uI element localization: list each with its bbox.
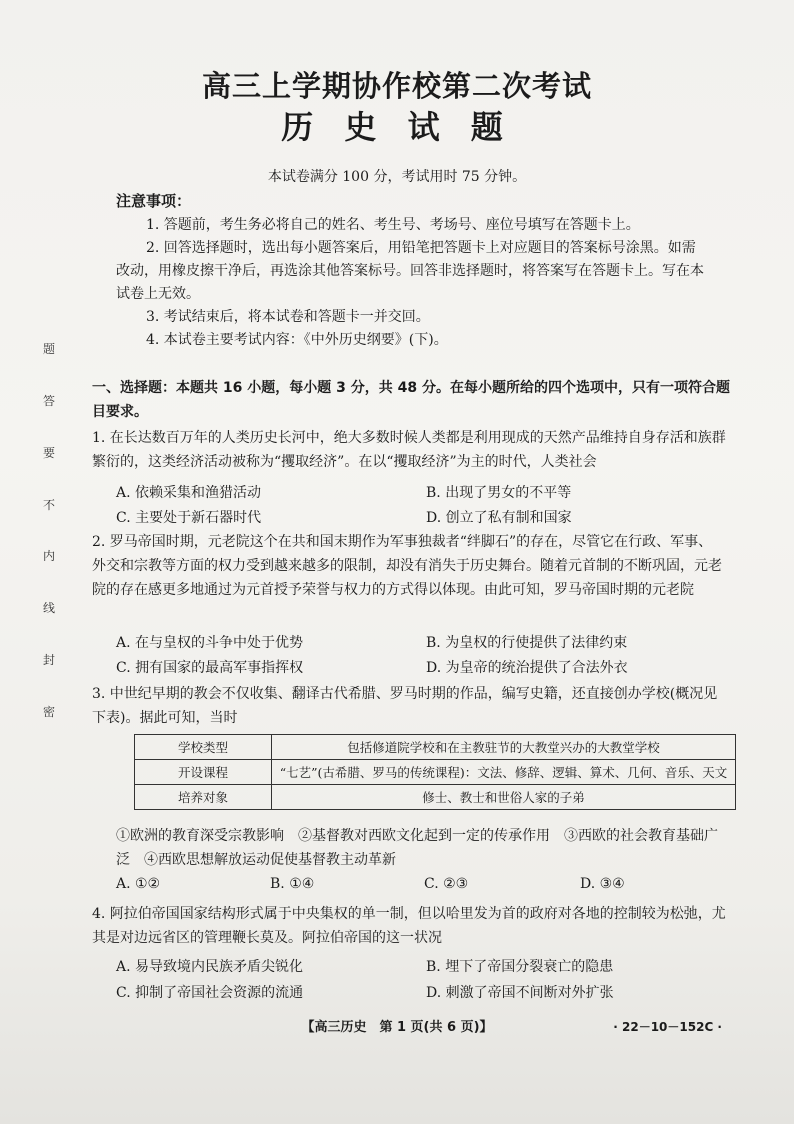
school-table xyxy=(134,734,736,810)
question-4-stem: 4. 阿拉伯帝国国家结构形式属于中央集权的单一制，但以哈里发为首的政府对各地的控制较为松弛，尤其是对边远省区的管理鞭长莫及。阿拉伯帝国的这一状况 xyxy=(92,906,726,946)
question-3-option-a: A. ①② xyxy=(116,876,161,892)
table-row xyxy=(135,735,736,760)
exam-info: 本试卷满分 100 分，考试用时 75 分钟。 xyxy=(267,169,527,185)
binding-char: 要 xyxy=(42,445,55,460)
table-row xyxy=(135,785,736,810)
question-3-statements: ①欧洲的教育深受宗教影响 ②基督教对西欧文化起到一定的传承作用 ③西欧的社会教育基础广泛 ④西欧思想解放运动促使基督教主动革新 xyxy=(116,828,718,868)
table-cell: 包括修道院学校和在主教驻节的大教堂兴办的大教堂学校 xyxy=(272,735,736,760)
binding-char: 答 xyxy=(42,393,55,408)
question-2-option-c: C. 拥有国家的最高军事指挥权 xyxy=(116,660,304,676)
exam-code: · 22－10－152C · xyxy=(613,1020,722,1034)
question-1-option-a: A. 依赖采集和渔猎活动 xyxy=(116,485,262,501)
table-cell: 学校类型 xyxy=(135,735,272,760)
notes-heading: 注意事项： xyxy=(116,192,192,210)
question-4-option-b: B. 埋下了帝国分裂衰亡的隐患 xyxy=(426,959,614,975)
binding-char: 封 xyxy=(42,653,55,668)
binding-char: 题 xyxy=(42,342,55,356)
note-item-2: 2. 回答选择题时，选出每小题答案后，用铅笔把答题卡上对应题目的答案标号涂黑。如需改动，用橡皮擦干净后，再选涂其他答案标号。回答非选择题时，将答案写在答题卡上。写在本试卷上无效。 xyxy=(116,240,704,302)
section-title: 一、选择题：本题共 16 小题，每小题 3 分，共 48 分。在每小题所给的四个选项中，只有一项符合题目要求。 xyxy=(92,380,730,420)
question-2-option-d: D. 为皇帝的统治提供了合法外衣 xyxy=(426,660,628,676)
page-footer: 【高三历史 第 1 页(共 6 页)】 xyxy=(301,1020,493,1035)
note-item-4: 4. 本试卷主要考试内容：《中外历史纲要》(下)。 xyxy=(146,332,448,348)
note-item-1: 1. 答题前，考生务必将自己的姓名、考生号、考场号、座位号填写在答题卡上。 xyxy=(146,217,640,233)
question-3-option-b: B. ①④ xyxy=(270,876,315,892)
exam-title: 高三上学期协作校第二次考试 xyxy=(201,69,592,103)
question-2-option-b: B. 为皇权的行使提供了法律约束 xyxy=(426,635,628,651)
subject-title: 历 史 试 题 xyxy=(281,108,513,146)
question-1-option-c: C. 主要处于新石器时代 xyxy=(116,510,262,526)
table-cell: 开设课程 xyxy=(135,760,272,785)
table-cell: “七艺”(古希腊、罗马的传统课程)：文法、修辞、逻辑、算术、几何、音乐、天文 xyxy=(272,760,736,785)
table-cell: 修士、教士和世俗人家的子弟 xyxy=(272,785,736,810)
table-cell: 培养对象 xyxy=(135,785,272,810)
binding-char: 不 xyxy=(42,497,55,512)
question-1-option-b: B. 出现了男女的不平等 xyxy=(426,485,572,501)
question-4-option-a: A. 易导致境内民族矛盾尖锐化 xyxy=(116,959,304,975)
question-4-option-c: C. 抑制了帝国社会资源的流通 xyxy=(116,985,304,1001)
question-3-option-d: D. ③④ xyxy=(580,876,625,892)
question-3-stem: 3. 中世纪早期的教会不仅收集、翻译古代希腊、罗马时期的作品，编写史籍，还直接创办学校(概况见下表)。据此可知，当时 xyxy=(92,686,718,726)
question-2-option-a: A. 在与皇权的斗争中处于优势 xyxy=(116,635,304,651)
binding-line-text xyxy=(36,340,62,720)
question-1-option-d: D. 创立了私有制和国家 xyxy=(426,510,572,526)
note-item-3: 3. 考试结束后，将本试卷和答题卡一并交回。 xyxy=(146,309,430,325)
question-4-option-d: D. 刺激了帝国不间断对外扩张 xyxy=(426,985,614,1001)
binding-char: 密 xyxy=(42,704,55,719)
question-2-stem: 2. 罗马帝国时期，元老院这个在共和国末期作为军事独裁者“绊脚石”的存在，尽管它在行政、军事、外交和宗教等方面的权力受到越来越多的限制，却没有消失于历史舞台。随着元首制的不断巩固，元老院的存在感更多地通过为元首授予荣誉与权力的方式得以体现。由此可知，罗马帝国时期的元老院 xyxy=(92,534,722,598)
table-row xyxy=(135,760,736,785)
question-1-stem: 1. 在长达数百万年的人类历史长河中，绝大多数时候人类都是利用现成的天然产品维持自身存活和族群繁衍的，这类经济活动被称为“攫取经济”。在以“攫取经济”为主的时代，人类社会 xyxy=(92,430,726,470)
binding-char: 线 xyxy=(42,601,55,616)
binding-char: 内 xyxy=(42,549,55,564)
question-3-option-c: C. ②③ xyxy=(424,876,469,892)
